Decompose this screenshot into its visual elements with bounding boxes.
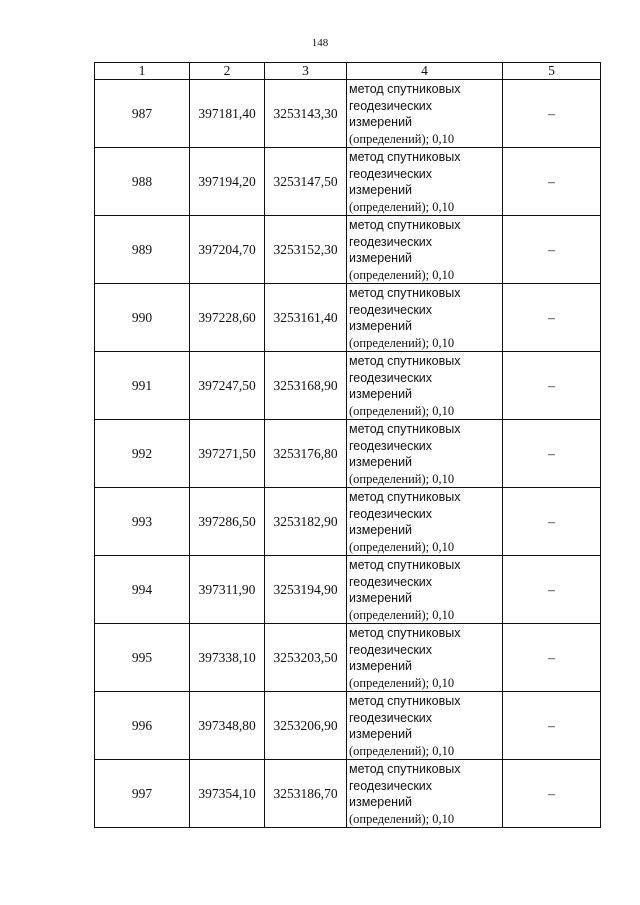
table-row <box>95 284 601 352</box>
table-body <box>95 63 601 828</box>
table-row <box>95 216 601 284</box>
table-row <box>95 760 601 828</box>
table-row <box>95 148 601 216</box>
remark-cell: – <box>503 148 601 216</box>
method-line: геодезических <box>349 438 433 453</box>
method-line: метод спутниковых <box>349 762 461 776</box>
x-coordinate-cell: 397311,90 <box>190 556 265 624</box>
method-line: геодезических <box>349 506 433 521</box>
method-text <box>349 488 502 555</box>
method-line: геодезических <box>349 778 433 793</box>
method-text <box>349 624 502 691</box>
remark-cell: – <box>503 80 601 148</box>
method-cell <box>347 284 503 352</box>
remark-cell: – <box>503 216 601 284</box>
method-line: измерений <box>349 183 413 197</box>
method-line: геодезических <box>349 234 433 249</box>
method-line: геодезических <box>349 302 433 317</box>
point-number-cell: 987 <box>95 80 190 148</box>
method-line: метод спутниковых <box>349 286 461 300</box>
method-line: (определений); 0,10 <box>349 539 455 554</box>
y-coordinate-cell: 3253152,30 <box>265 216 347 284</box>
header-cell: 1 <box>95 63 190 80</box>
method-cell <box>347 692 503 760</box>
method-text <box>349 80 502 147</box>
point-number-cell: 989 <box>95 216 190 284</box>
method-line: геодезических <box>349 574 433 589</box>
method-cell <box>347 352 503 420</box>
x-coordinate-cell: 397271,50 <box>190 420 265 488</box>
method-line: метод спутниковых <box>349 626 461 640</box>
point-number-cell: 992 <box>95 420 190 488</box>
method-text <box>349 148 502 215</box>
method-line: метод спутниковых <box>349 354 461 368</box>
x-coordinate-cell: 397247,50 <box>190 352 265 420</box>
header-cell: 3 <box>265 63 347 80</box>
method-line: измерений <box>349 251 413 265</box>
method-line: метод спутниковых <box>349 558 461 572</box>
x-coordinate-cell: 397286,50 <box>190 488 265 556</box>
method-line: измерений <box>349 387 413 401</box>
header-cell: 4 <box>347 63 503 80</box>
point-number-cell: 993 <box>95 488 190 556</box>
y-coordinate-cell: 3253143,30 <box>265 80 347 148</box>
remark-cell: – <box>503 760 601 828</box>
table-row <box>95 80 601 148</box>
remark-cell: – <box>503 284 601 352</box>
method-cell <box>347 760 503 828</box>
x-coordinate-cell: 397194,20 <box>190 148 265 216</box>
method-line: метод спутниковых <box>349 490 461 504</box>
coordinates-table <box>94 62 601 828</box>
method-line: измерений <box>349 455 413 469</box>
y-coordinate-cell: 3253161,40 <box>265 284 347 352</box>
remark-cell: – <box>503 692 601 760</box>
table-row <box>95 420 601 488</box>
method-cell <box>347 420 503 488</box>
table-row <box>95 624 601 692</box>
method-cell <box>347 80 503 148</box>
method-cell <box>347 148 503 216</box>
method-line: измерений <box>349 659 413 673</box>
method-line: (определений); 0,10 <box>349 335 455 350</box>
method-line: (определений); 0,10 <box>349 675 455 690</box>
method-line: измерений <box>349 591 413 605</box>
method-line: (определений); 0,10 <box>349 607 455 622</box>
method-line: измерений <box>349 319 413 333</box>
method-cell <box>347 216 503 284</box>
y-coordinate-cell: 3253176,80 <box>265 420 347 488</box>
method-text <box>349 556 502 623</box>
point-number-cell: 994 <box>95 556 190 624</box>
header-cell: 2 <box>190 63 265 80</box>
point-number-cell: 990 <box>95 284 190 352</box>
point-number-cell: 997 <box>95 760 190 828</box>
y-coordinate-cell: 3253203,50 <box>265 624 347 692</box>
method-cell <box>347 488 503 556</box>
x-coordinate-cell: 397354,10 <box>190 760 265 828</box>
method-line: (определений); 0,10 <box>349 199 455 214</box>
method-line: метод спутниковых <box>349 422 461 436</box>
method-text <box>349 352 502 419</box>
remark-cell: – <box>503 352 601 420</box>
point-number-cell: 995 <box>95 624 190 692</box>
y-coordinate-cell: 3253194,90 <box>265 556 347 624</box>
method-line: геодезических <box>349 642 433 657</box>
x-coordinate-cell: 397338,10 <box>190 624 265 692</box>
remark-cell: – <box>503 556 601 624</box>
table-row <box>95 488 601 556</box>
point-number-cell: 996 <box>95 692 190 760</box>
method-line: геодезических <box>349 710 433 725</box>
table-row <box>95 556 601 624</box>
method-line: (определений); 0,10 <box>349 471 455 486</box>
method-line: метод спутниковых <box>349 150 461 164</box>
method-line: метод спутниковых <box>349 694 461 708</box>
method-line: метод спутниковых <box>349 218 461 232</box>
y-coordinate-cell: 3253206,90 <box>265 692 347 760</box>
method-line: измерений <box>349 115 413 129</box>
x-coordinate-cell: 397348,80 <box>190 692 265 760</box>
method-line: (определений); 0,10 <box>349 403 455 418</box>
method-cell <box>347 624 503 692</box>
y-coordinate-cell: 3253182,90 <box>265 488 347 556</box>
point-number-cell: 991 <box>95 352 190 420</box>
method-line: измерений <box>349 727 413 741</box>
method-line: измерений <box>349 523 413 537</box>
method-line: геодезических <box>349 98 433 113</box>
method-line: (определений); 0,10 <box>349 131 455 146</box>
y-coordinate-cell: 3253186,70 <box>265 760 347 828</box>
y-coordinate-cell: 3253168,90 <box>265 352 347 420</box>
method-text <box>349 692 502 759</box>
table-row <box>95 692 601 760</box>
header-cell: 5 <box>503 63 601 80</box>
method-line: (определений); 0,10 <box>349 811 455 826</box>
table-header-row <box>95 63 601 80</box>
method-text <box>349 760 502 827</box>
x-coordinate-cell: 397228,60 <box>190 284 265 352</box>
method-line: (определений); 0,10 <box>349 743 455 758</box>
method-cell <box>347 556 503 624</box>
method-text <box>349 284 502 351</box>
method-line: измерений <box>349 795 413 809</box>
method-line: геодезических <box>349 166 433 181</box>
method-line: метод спутниковых <box>349 82 461 96</box>
x-coordinate-cell: 397181,40 <box>190 80 265 148</box>
remark-cell: – <box>503 624 601 692</box>
y-coordinate-cell: 3253147,50 <box>265 148 347 216</box>
point-number-cell: 988 <box>95 148 190 216</box>
method-text <box>349 420 502 487</box>
method-line: геодезических <box>349 370 433 385</box>
x-coordinate-cell: 397204,70 <box>190 216 265 284</box>
remark-cell: – <box>503 420 601 488</box>
table-row <box>95 352 601 420</box>
method-line: (определений); 0,10 <box>349 267 455 282</box>
remark-cell: – <box>503 488 601 556</box>
method-text <box>349 216 502 283</box>
page-number: 148 <box>311 37 329 49</box>
